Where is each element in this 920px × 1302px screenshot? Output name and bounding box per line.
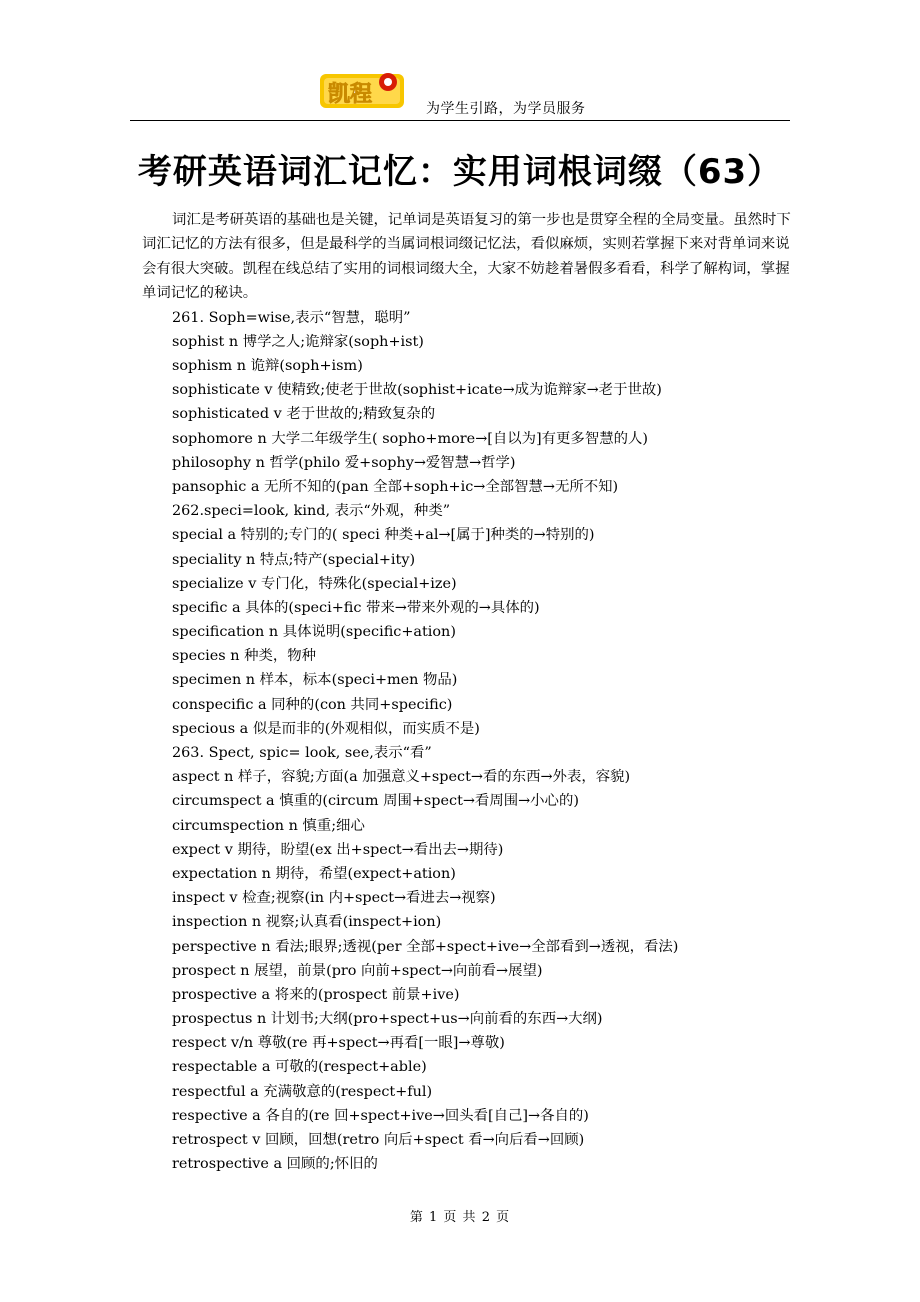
list-item: aspect n 样子，容貌;方面(a 加强意义+spect→看的东西→外表，容貌)	[172, 769, 631, 786]
list-item: retrospect v 回顾，回想(retro 向后+spect 看→向后看→回顾)	[172, 1132, 585, 1148]
page-header	[130, 60, 790, 122]
list-item: philosophy n 哲学(philo 爱+sophy→爱智慧→哲学)	[172, 454, 516, 471]
list-item: specialize v 专门化，特殊化(special+ize)	[172, 575, 457, 592]
list-item: respect v/n 尊敬(re 再+spect→再看[一眼]→尊敬)	[172, 1035, 505, 1052]
list-item: 261. Soph=wise,表示“智慧，聪明”	[172, 309, 411, 326]
list-item: sophist n 博学之人;诡辩家(soph+ist)	[172, 333, 424, 350]
list-item: sophism n 诡辩(soph+ism)	[172, 358, 363, 374]
list-item: respective a 各自的(re 回+spect+ive→回头看[自己]→各自的)	[172, 1107, 589, 1124]
article-body	[142, 208, 792, 1176]
list-item: prospective a 将来的(prospect 前景+ive)	[172, 986, 460, 1003]
list-item: circumspect a 慎重的(circum 周围+spect→看周围→小心的)	[172, 793, 579, 810]
word-root-list	[142, 306, 792, 1177]
list-item: specific a 具体的(speci+fic 带来→带来外观的→具体的)	[172, 599, 540, 616]
list-item: conspecific a 同种的(con 共同+specific)	[172, 696, 453, 713]
list-item: sophomore n 大学二年级学生( sopho+more→[自以为]有更多智慧的人)	[172, 430, 649, 447]
list-item: 263. Spect, spic= look, see,表示“看”	[172, 745, 432, 761]
list-item: respectful a 充满敬意的(respect+ful)	[172, 1083, 433, 1100]
list-item: respectable a 可敬的(respect+able)	[172, 1059, 427, 1076]
list-item: perspective n 看法;眼界;透视(per 全部+spect+ive→全部看到→透视，看法)	[172, 938, 679, 955]
list-item: specimen n 样本，标本(speci+men 物品)	[172, 672, 458, 689]
list-item: species n 种类，物种	[172, 648, 317, 665]
list-item: prospectus n 计划书;大纲(pro+spect+us→向前看的东西→大纲)	[172, 1011, 603, 1028]
list-item: sophisticated v 老于世故的;精致复杂的	[172, 406, 436, 423]
kaicheng-logo	[318, 68, 406, 112]
list-item: prospect n 展望，前景(pro 向前+spect→向前看→展望)	[172, 962, 543, 979]
list-item: pansophic a 无所不知的(pan 全部+soph+ic→全部智慧→无所不知)	[172, 478, 619, 495]
list-item: 262.speci=look, kind, 表示“外观，种类”	[172, 503, 451, 520]
list-item: retrospective a 回顾的;怀旧的	[172, 1156, 378, 1173]
page-footer: 第 1 页 共 2 页	[409, 1210, 511, 1225]
list-item: circumspection n 慎重;细心	[172, 817, 365, 834]
svg-text:凯程: 凯程	[328, 82, 373, 107]
list-item: speciality n 特点;特产(special+ity)	[172, 551, 416, 568]
list-item: specification n 具体说明(specific+ation)	[172, 624, 456, 641]
header-slogan: 为学生引路，为学员服务	[426, 102, 586, 117]
list-item: special a 特别的;专门的( speci 种类+al→[属于]种类的→特别的)	[172, 527, 595, 544]
list-item: inspection n 视察;认真看(inspect+ion)	[172, 914, 442, 931]
list-item: inspect v 检查;视察(in 内+spect→看进去→视察)	[172, 890, 496, 907]
list-item: expect v 期待，盼望(ex 出+spect→看出去→期待)	[172, 841, 504, 858]
header-divider	[130, 120, 790, 121]
page-title: 考研英语词汇记忆：实用词根词缀（63）	[137, 152, 783, 192]
list-item: expectation n 期待，希望(expect+ation)	[172, 865, 456, 882]
list-item: specious a 似是而非的(外观相似，而实质不是)	[172, 720, 480, 737]
list-item: sophisticate v 使精致;使老于世故(sophist+icate→成为诡辩家→老于世故)	[172, 382, 662, 399]
intro-paragraph: 词汇是考研英语的基础也是关键，记单词是英语复习的第一步也是贯穿全程的全局变量。虽然时下词汇记忆的方法有很多，但是最科学的当属词根词缀记忆法，看似麻烦，实则若掌握下来对背单词来说会有很大突破。凯程在线总结了实用的词根词缀大全，大家不妨趁着暑假多看看，科学了解构词，掌握单词记忆的秘诀。	[142, 212, 791, 302]
